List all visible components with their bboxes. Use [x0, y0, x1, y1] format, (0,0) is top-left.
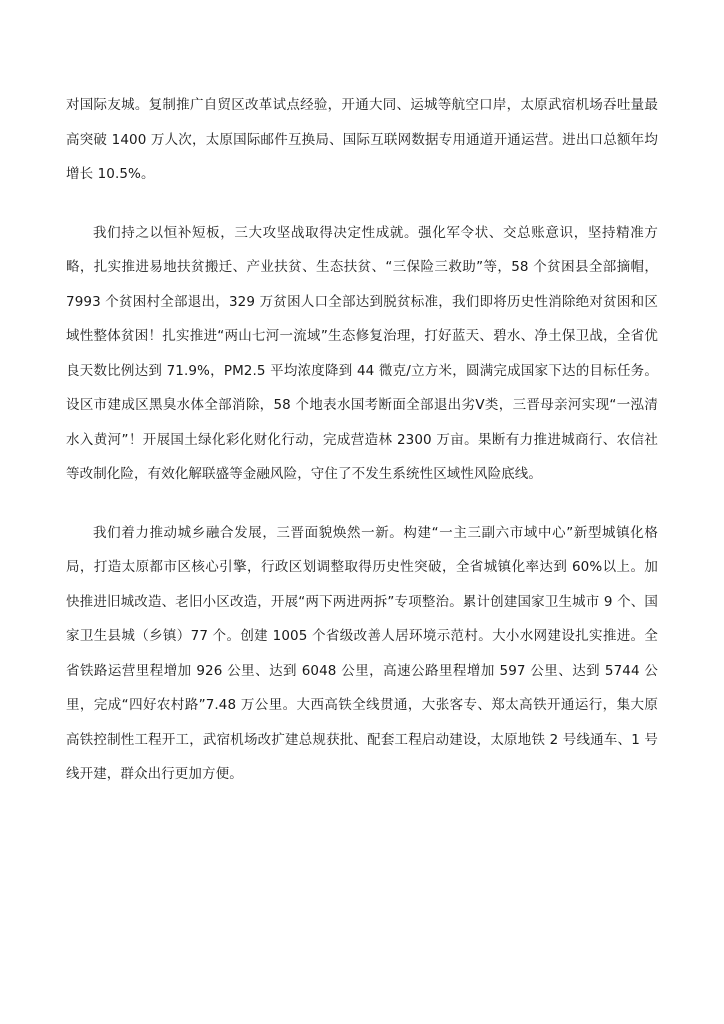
- paragraph-shortcomings: 我们持之以恒补短板，三大攻坚战取得决定性成就。强化军令状、交总账意识，坚持精准方略，扎实推进易地扶贫搬迁、产业扶贫、生态扶贫、“三保险三救助”等，58 个贫困县全部摘帽，7993 个贫困村全部退出，329 万贫困人口全部达到脱贫标准，我们即将历史性消除绝对贫困和区域性整体贫困！扎实推进“两山七河一流域”生态修复治理，打好蓝天、碧水、净土保卫战，全省优良天数比例达到 71.9%，PM2.5 平均浓度降到 44 微克/立方米，圆满完成国家下达的目标任务。设区市建成区黑臭水体全部消除，58 个地表水国考断面全部退出劣Ⅴ类，三晋母亲河实现“一泓清水入黄河”！开展国土绿化彩化财化行动，完成营造林 2300 万亩。果断有力推进城商行、农信社等改制化险，有效化解联盛等金融风险，守住了不发生系统性区域性风险底线。: [66, 224, 658, 482]
- paragraph-urban-rural: 我们着力推动城乡融合发展，三晋面貌焕然一新。构建“一主三副六市域中心”新型城镇化格局，打造太原都市区核心引擎，行政区划调整取得历史性突破，全省城镇化率达到 60%以上。加快推进旧城改造、老旧小区改造，开展“两下两进两拆”专项整治。累计创建国家卫生城市 9 个、国家卫生县城（乡镇）77 个。创建 1005 个省级改善人居环境示范村。大小水网建设扎实推进。全省铁路运营里程增加 926 公里、达到 6048 公里，高速公路里程增加 597 公里、达到 5744 公里，完成“四好农村路”7.48 万公里。大西高铁全线贯通，大张客专、郑太高铁开通运行，集大原高铁控制性工程开工，武宿机场改扩建总规获批、配套工程启动建设，太原地铁 2 号线通车、1 号线开建，群众出行更加方便。: [66, 524, 658, 782]
- paragraph-opening-continuation: 对国际友城。复制推广自贸区改革试点经验，开通大同、运城等航空口岸，太原武宿机场吞吐量最高突破 1400 万人次，太原国际邮件互换局、国际互联网数据专用通道开通运营。进出口总额年均增长 10.5%。: [66, 97, 658, 182]
- document-page: [66, 88, 658, 816]
